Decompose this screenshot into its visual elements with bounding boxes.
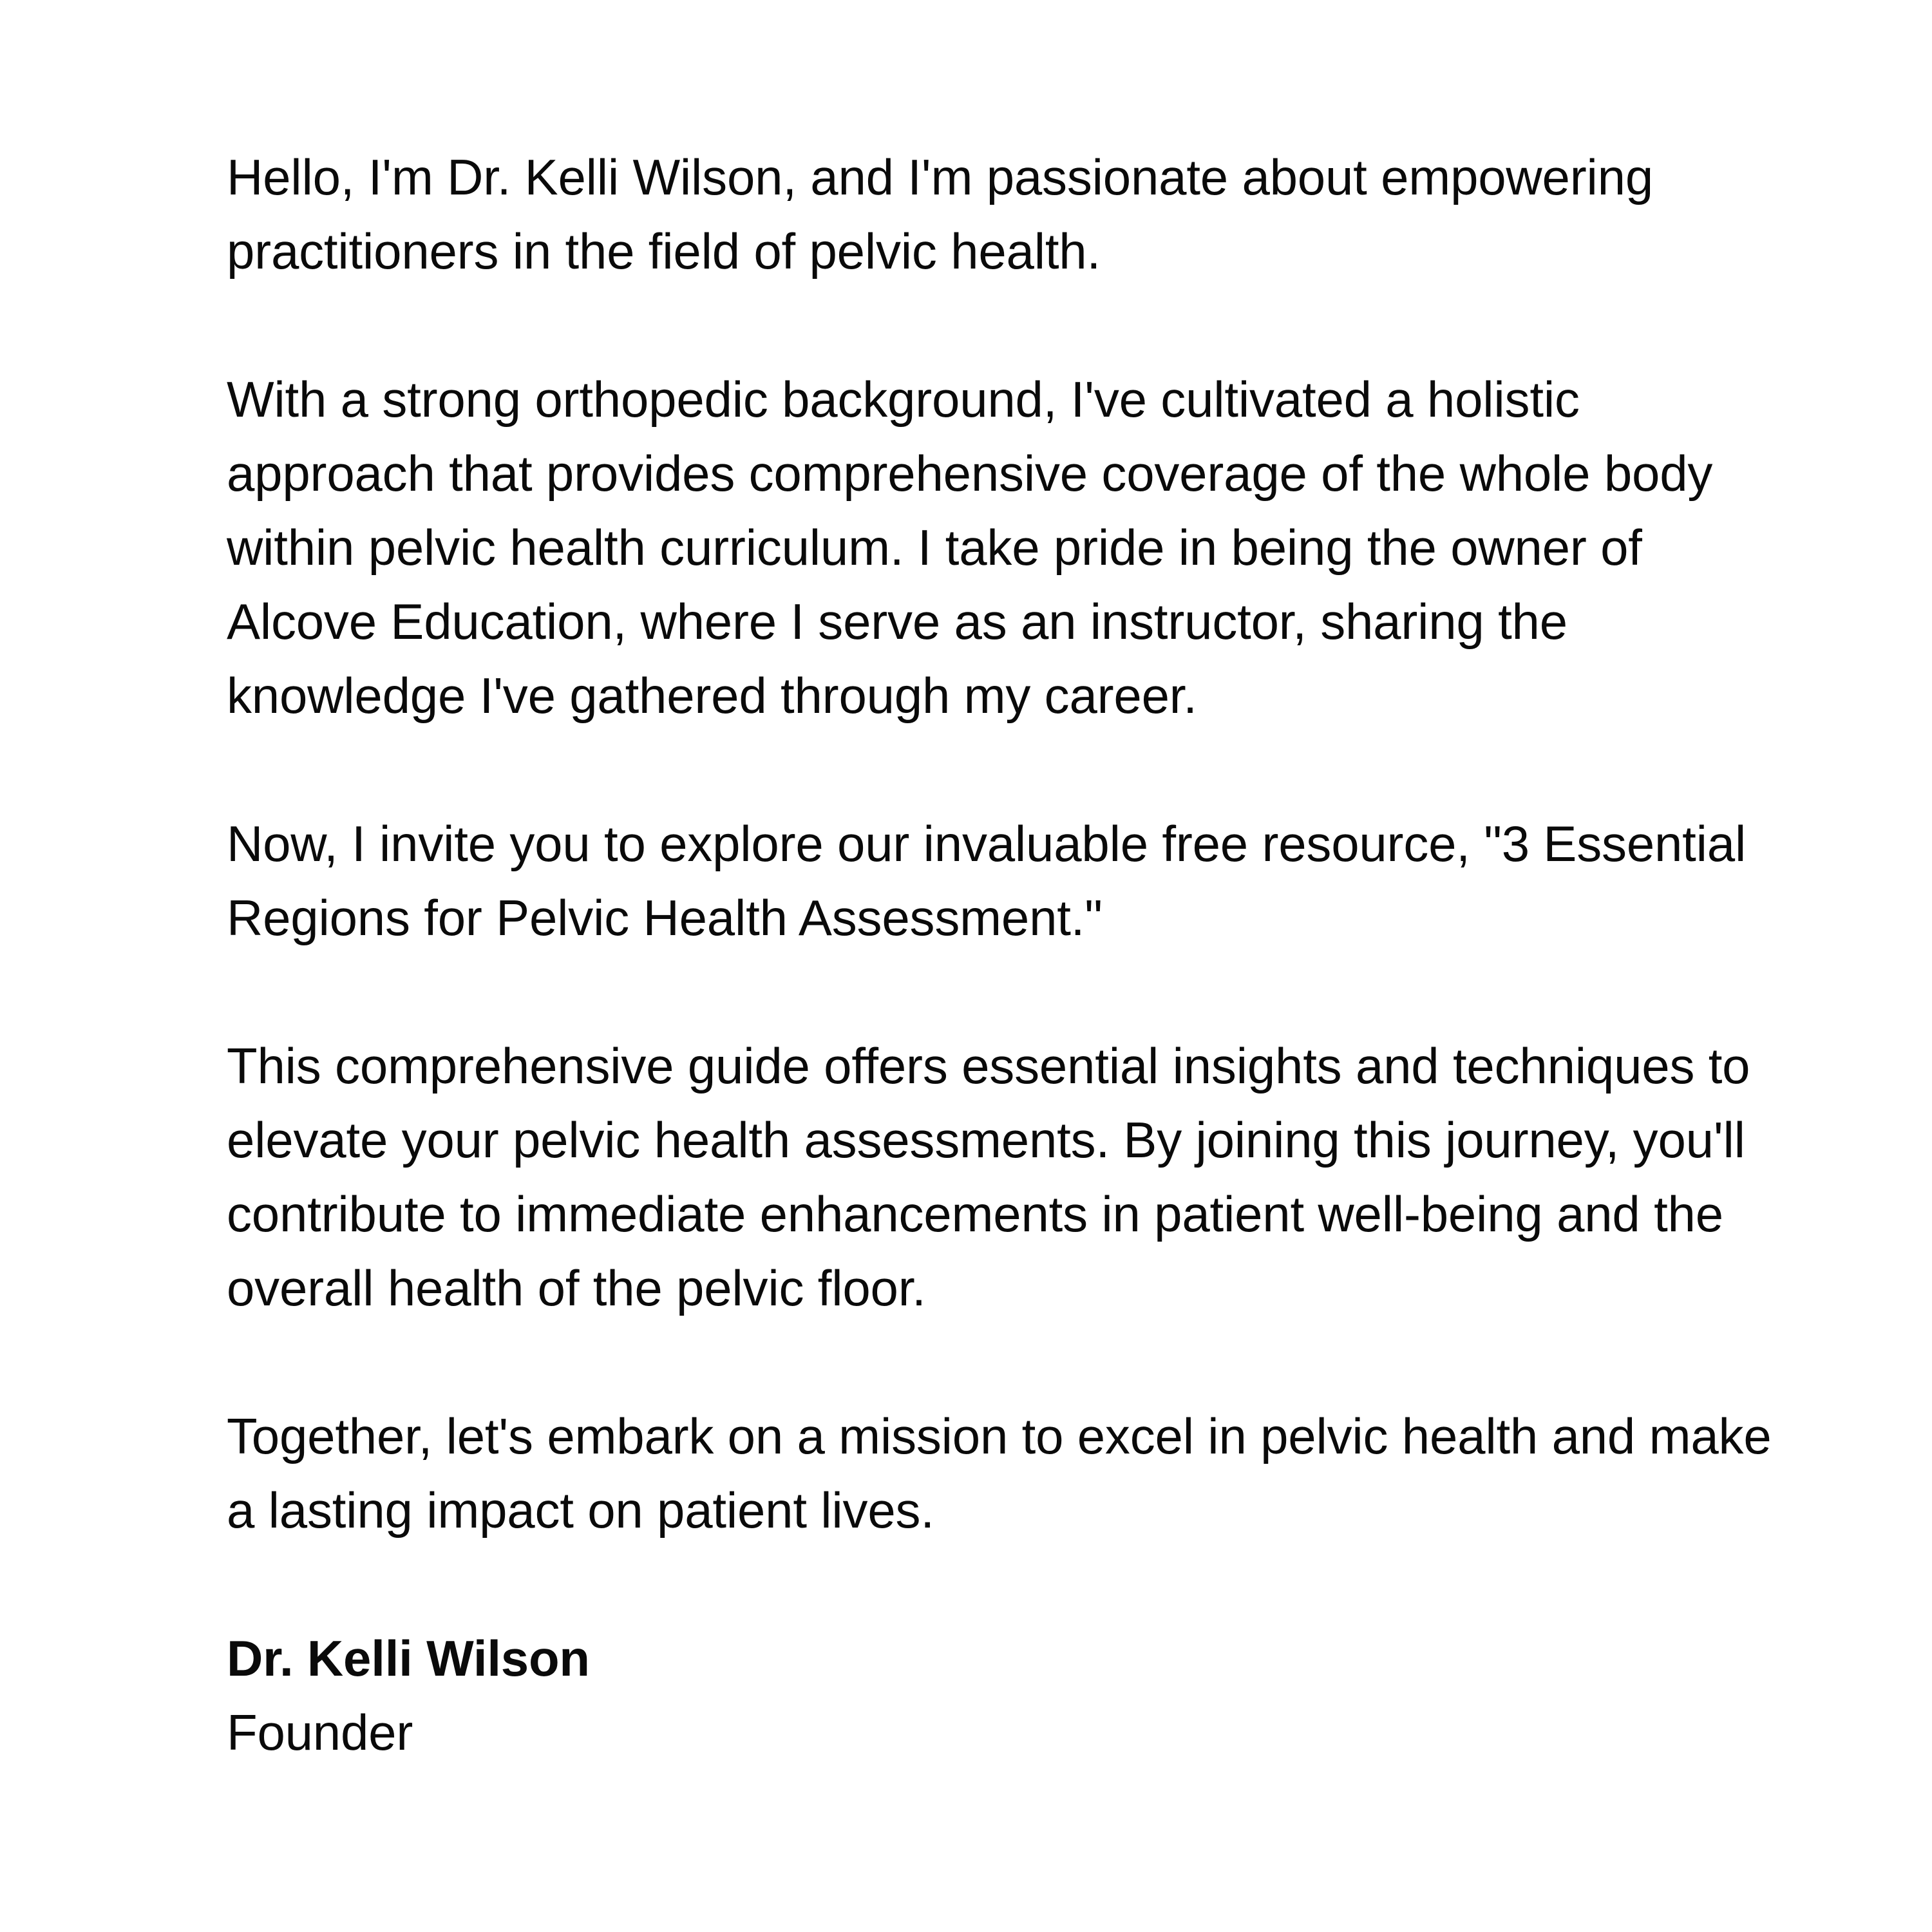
- signature-name: Dr. Kelli Wilson: [227, 1630, 590, 1687]
- letter-body: [227, 140, 1785, 1770]
- guide-description-paragraph: This comprehensive guide offers essential insights and techniques to elevate your pelvic health assessments. By joining this journey, you'll contribute to immediate enhancements in patient well-being and the overall health of the pelvic floor.: [227, 1037, 1750, 1316]
- intro-paragraph: Hello, I'm Dr. Kelli Wilson, and I'm passionate about empowering practitioners in the field of pelvic health.: [227, 149, 1653, 279]
- signature-block: [227, 1622, 1785, 1770]
- background-paragraph: With a strong orthopedic background, I've cultivated a holistic approach that provides comprehensive coverage of the whole body within pelvic health curriculum. I take pride in being the owner of Alcove Education, where I serve as an instructor, sharing the knowledge I've gathered through my career.: [227, 371, 1713, 724]
- closing-paragraph: Together, let's embark on a mission to excel in pelvic health and make a lasting impact on patient lives.: [227, 1408, 1772, 1539]
- invitation-paragraph: Now, I invite you to explore our invaluable free resource, "3 Essential Regions for Pelvic Health Assessment.": [227, 815, 1747, 946]
- signature-role: Founder: [227, 1704, 413, 1761]
